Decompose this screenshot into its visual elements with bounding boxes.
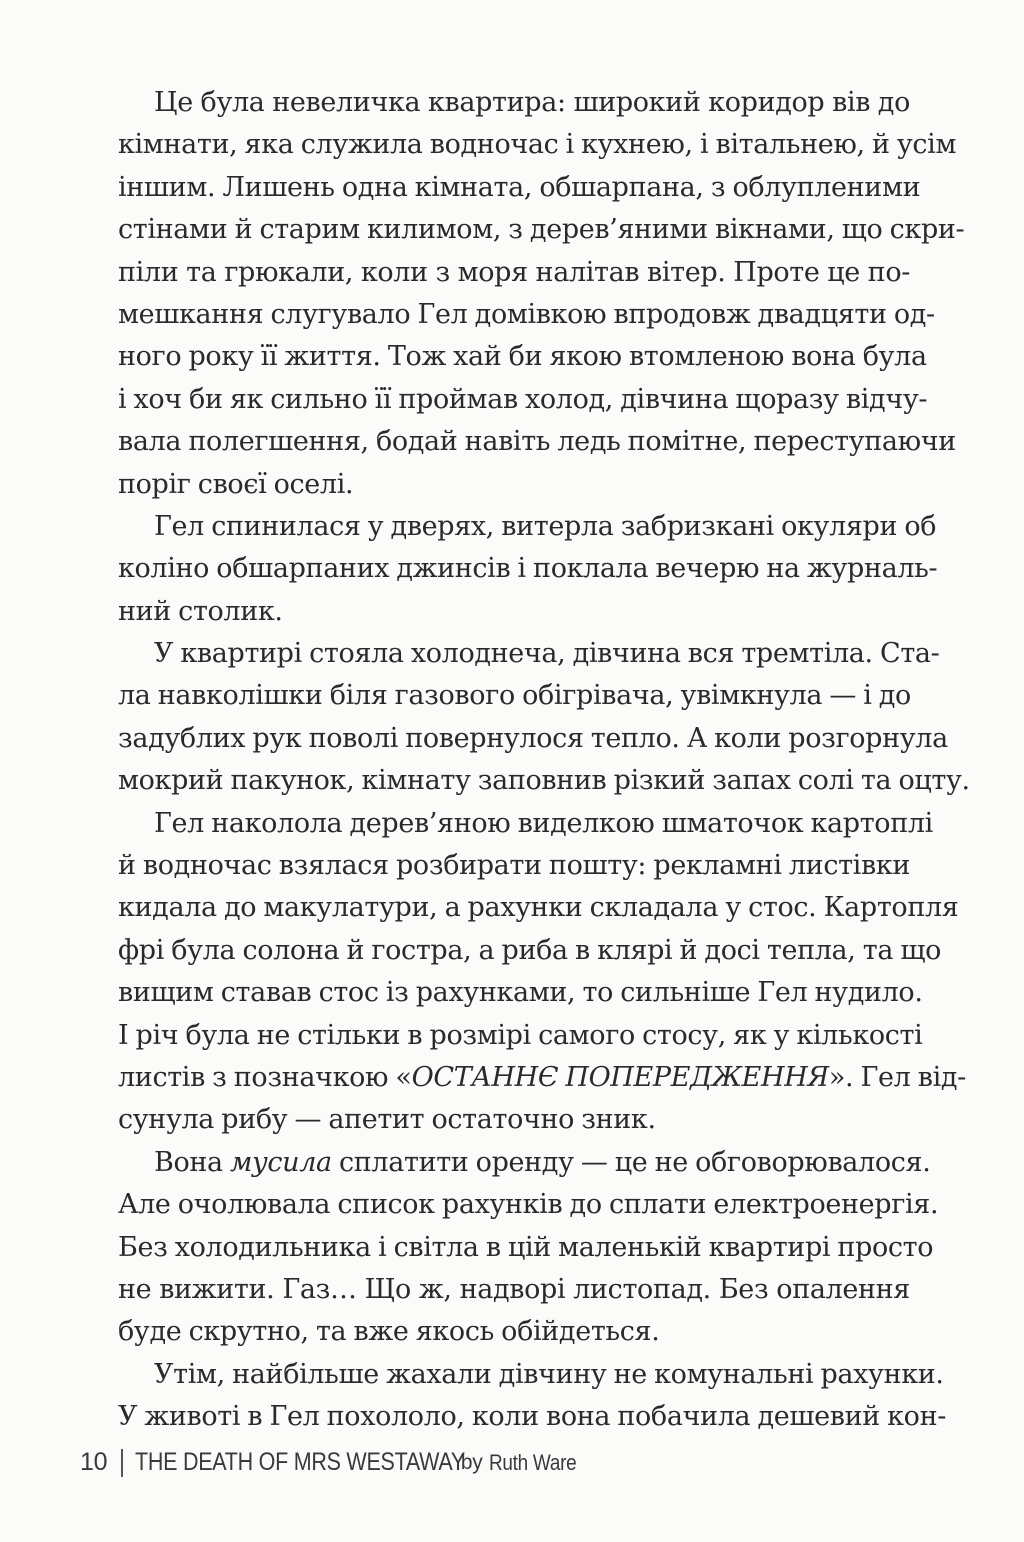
- text-run: ». Гел від-: [828, 1061, 966, 1093]
- text-line: кидала до макулатури, а рахунки складала у стос. Картопля: [118, 892, 959, 924]
- text-line: й водночас взялася розбирати пошту: рекламні листівки: [118, 850, 910, 882]
- text-line: ний столик.: [118, 595, 283, 627]
- author-name: Ruth Ware: [488, 1449, 576, 1475]
- text-line: стінами й старим килимом, з дерев’яними вікнами, що скри-: [118, 214, 965, 246]
- paragraph: [118, 82, 965, 506]
- text-line: задублих рук поволі повернулося тепло. А коли розгорнула: [118, 722, 948, 754]
- text-line: І річ була не стільки в розмірі самого стосу, як у кількості: [118, 1019, 923, 1051]
- text-line: поріг своєї оселі.: [118, 468, 354, 500]
- paragraph: [118, 633, 970, 803]
- text-line: фрі була солона й гостра, а риба в клярі й досі тепла, та що: [118, 934, 941, 966]
- text-line: Гел спинилася у дверях, витерла забризкані окуляри об: [154, 510, 937, 542]
- text-line: і хоч би як сильно її проймав холод, дівчина щоразу відчу-: [118, 383, 928, 415]
- text-line: [118, 1142, 931, 1184]
- byline-by: by: [460, 1450, 483, 1474]
- paragraph: [118, 1142, 939, 1354]
- text-line: не вижити. Газ… Що ж, надворі листопад. Без опалення: [118, 1273, 910, 1305]
- paragraph: [118, 506, 938, 633]
- italic-text: мусила: [230, 1146, 332, 1178]
- text-line: буде скрутно, та вже якось обійдеться.: [118, 1316, 660, 1348]
- page-number: 10: [80, 1448, 108, 1476]
- text-line: У животі в Гел похололо, коли вона побачила дешевий кон-: [118, 1401, 947, 1433]
- text-line: Утім, найбільше жахали дівчину не комунальні рахунки.: [154, 1358, 944, 1390]
- page-body: [118, 82, 970, 1439]
- text-line: іншим. Лишень одна кімната, обшарпана, з облупленими: [118, 171, 921, 203]
- text-line: вала полегшення, бодай навіть ледь помітне, переступаючи: [118, 426, 956, 458]
- text-line: мешкання слугувало Гел домівкою впродовж двадцяти од-: [118, 298, 935, 330]
- page-footer: [80, 1448, 590, 1477]
- italic-text: ОСТАННЄ ПОПЕРЕДЖЕННЯ: [411, 1061, 829, 1093]
- text-line: Це була невеличка квартира: широкий коридор вів до: [154, 87, 910, 118]
- footer-divider: [121, 1449, 123, 1477]
- text-line: піли та грюкали, коли з моря налітав вітер. Проте це по-: [118, 256, 910, 288]
- text-line: У квартирі стояла холоднеча, дівчина вся тремтіла. Ста-: [154, 638, 940, 670]
- text-line: мокрий пакунок, кімнату заповнив різкий запах солі та оцту.: [118, 765, 970, 797]
- text-line: коліно обшарпаних джинсів і поклала вечерю на журналь-: [118, 553, 938, 585]
- text-line: [118, 1057, 966, 1099]
- text-line: ного року її життя. Тож хай би якою втомленою вона була: [118, 341, 927, 373]
- text-line: Але очолювала список рахунків до сплати електроенергія.: [118, 1189, 939, 1221]
- text-line: сунула рибу — апетит остаточно зник.: [118, 1104, 656, 1136]
- text-line: Без холодильника і світла в цій маленькій квартирі просто: [118, 1231, 934, 1263]
- text-line: ла навколішки біля газового обігрівача, увімкнула — і до: [118, 680, 911, 712]
- text-line: вищим ставав стос із рахунками, то сильніше Гел нудило.: [118, 977, 923, 1009]
- book-title: THE DEATH OF MRS WESTAWAY: [135, 1448, 466, 1476]
- text-run: Вона: [154, 1146, 231, 1178]
- text-run: сплатити оренду — це не обговорювалося.: [331, 1146, 931, 1178]
- paragraph: [118, 803, 966, 1142]
- text-line: Гел наколола дерев’яною виделкою шматочок картоплі: [154, 807, 933, 839]
- paragraph: [118, 1354, 947, 1439]
- text-line: кімнати, яка служила водночас і кухнею, і вітальнею, й усім: [118, 129, 957, 161]
- text-run: листів з позначкою «: [118, 1061, 412, 1093]
